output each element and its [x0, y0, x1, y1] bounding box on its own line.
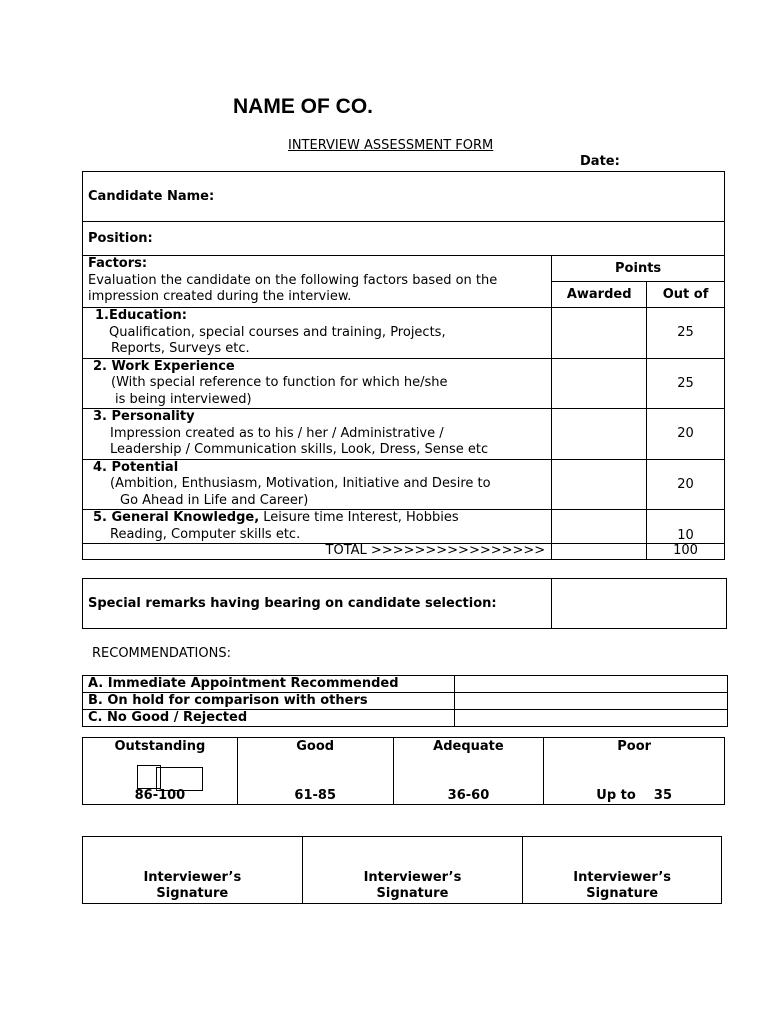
- signature-box-1[interactable]: [83, 837, 303, 904]
- remarks-table: [82, 578, 727, 629]
- form-title: INTERVIEW ASSESSMENT FORM: [288, 138, 494, 153]
- assessment-table: [82, 171, 725, 560]
- table-row: [83, 409, 725, 460]
- table-row: [83, 510, 725, 544]
- signature-box-2[interactable]: [302, 837, 523, 904]
- factor-line: Qualification, special courses and training, Projects,: [109, 324, 446, 340]
- out-of-value: 25: [647, 308, 725, 359]
- factor-title: 2. Work Experience: [93, 358, 235, 374]
- factors-description-line2: impression created during the interview.: [88, 289, 352, 304]
- rating-range: 86-100: [134, 788, 186, 803]
- position-label: Position:: [88, 231, 153, 246]
- signature-line1: Interviewer’s: [363, 870, 462, 885]
- factor-title: 3. Personality: [93, 409, 195, 424]
- factor-line: (With special reference to function for which he/she: [111, 375, 448, 390]
- awarded-input-general-knowledge[interactable]: [552, 510, 647, 544]
- signature-line2: Signature: [156, 886, 229, 901]
- factor-title: 5. General Knowledge,: [93, 510, 260, 525]
- awarded-input-personality[interactable]: [552, 409, 647, 460]
- factor-line: Impression created as to his / her / Administrative /: [110, 425, 444, 441]
- factor-line: (Ambition, Enthusiasm, Motivation, Initiative and Desire to: [110, 476, 491, 491]
- rating-poor[interactable]: [544, 738, 725, 805]
- rating-label: Poor: [617, 739, 652, 754]
- table-row: [83, 308, 725, 359]
- factor-potential: [83, 459, 552, 510]
- out-of-value: 20: [647, 459, 725, 510]
- out-of-value: 10: [647, 510, 725, 544]
- factor-line: Leadership / Communication skills, Look, Dress, Sense etc: [110, 442, 489, 457]
- rating-good[interactable]: [237, 738, 393, 805]
- recommendation-mark-a[interactable]: [454, 676, 728, 693]
- table-row: [83, 459, 725, 510]
- total-awarded-input[interactable]: [552, 544, 647, 560]
- signature-box-3[interactable]: [523, 837, 722, 904]
- factor-personality: [83, 409, 552, 460]
- out-of-value: 20: [647, 409, 725, 460]
- rating-range: 36-60: [447, 788, 490, 803]
- rating-range: 61-85: [294, 788, 336, 803]
- rating-outstanding[interactable]: [83, 738, 238, 805]
- recommendation-option-b: B. On hold for comparison with others: [88, 693, 368, 708]
- rating-label: Adequate: [433, 739, 504, 754]
- recommendation-mark-b[interactable]: [454, 693, 728, 710]
- factor-title-suffix: Leisure time Interest, Hobbies: [259, 510, 459, 525]
- total-label: TOTAL >>>>>>>>>>>>>>>>: [83, 544, 552, 560]
- awarded-input-work-experience[interactable]: [552, 358, 647, 409]
- candidate-name-cell[interactable]: [83, 172, 725, 222]
- factor-line: Reports, Surveys etc.: [111, 341, 250, 356]
- signature-line2: Signature: [586, 886, 659, 901]
- recommendation-option-c: C. No Good / Rejected: [88, 710, 248, 725]
- recommendation-option: [83, 710, 455, 727]
- out-of-header: [647, 282, 725, 308]
- awarded-input-potential[interactable]: [552, 459, 647, 510]
- rating-adequate[interactable]: [393, 738, 544, 805]
- signatures-table: [82, 836, 722, 904]
- points-header: [552, 256, 725, 282]
- signature-line1: Interviewer’s: [143, 870, 242, 885]
- awarded-input-education[interactable]: [552, 308, 647, 359]
- rating-range: Up to 35: [596, 788, 673, 803]
- factor-title: 1.Education:: [95, 308, 187, 323]
- factors-description-line1: Evaluation the candidate on the following factors based on the: [88, 272, 498, 288]
- recommendations-table: [82, 675, 728, 727]
- awarded-header: [552, 282, 647, 308]
- signature-line2: Signature: [376, 886, 449, 901]
- out-of-label: Out of: [662, 287, 709, 302]
- recommendations-heading: RECOMMENDATIONS:: [92, 646, 231, 661]
- candidate-name-label: Candidate Name:: [88, 189, 215, 204]
- remarks-label-cell: [83, 579, 552, 629]
- factor-work-experience: [83, 358, 552, 409]
- remarks-label: Special remarks having bearing on candidate selection:: [88, 596, 497, 611]
- factor-title: 4. Potential: [93, 459, 179, 475]
- factor-education: [83, 308, 552, 359]
- table-row: [83, 358, 725, 409]
- total-row: [83, 544, 725, 560]
- company-name: NAME OF CO.: [233, 95, 373, 118]
- recommendation-mark-c[interactable]: [454, 710, 728, 727]
- total-value: 100: [647, 544, 725, 560]
- factor-general-knowledge: [83, 510, 552, 544]
- recommendation-option-a: A. Immediate Appointment Recommended: [88, 676, 399, 691]
- position-cell[interactable]: [83, 222, 725, 256]
- remarks-input[interactable]: [552, 579, 727, 629]
- out-of-value: 25: [647, 358, 725, 409]
- recommendation-option: [83, 693, 455, 710]
- recommendation-option: [83, 676, 455, 693]
- factor-line: Reading, Computer skills etc.: [110, 526, 301, 542]
- rating-label: Good: [296, 739, 335, 754]
- points-label: Points: [615, 261, 662, 276]
- awarded-label: Awarded: [566, 287, 632, 302]
- ratings-table: [82, 737, 725, 805]
- signature-line1: Interviewer’s: [573, 870, 672, 885]
- factors-header-cell: [83, 256, 552, 308]
- factor-line: Go Ahead in Life and Career): [120, 492, 309, 508]
- date-label: Date:: [580, 154, 620, 169]
- factor-line: is being interviewed): [115, 391, 252, 407]
- factors-label: Factors:: [88, 256, 148, 271]
- rating-label: Outstanding: [114, 739, 206, 754]
